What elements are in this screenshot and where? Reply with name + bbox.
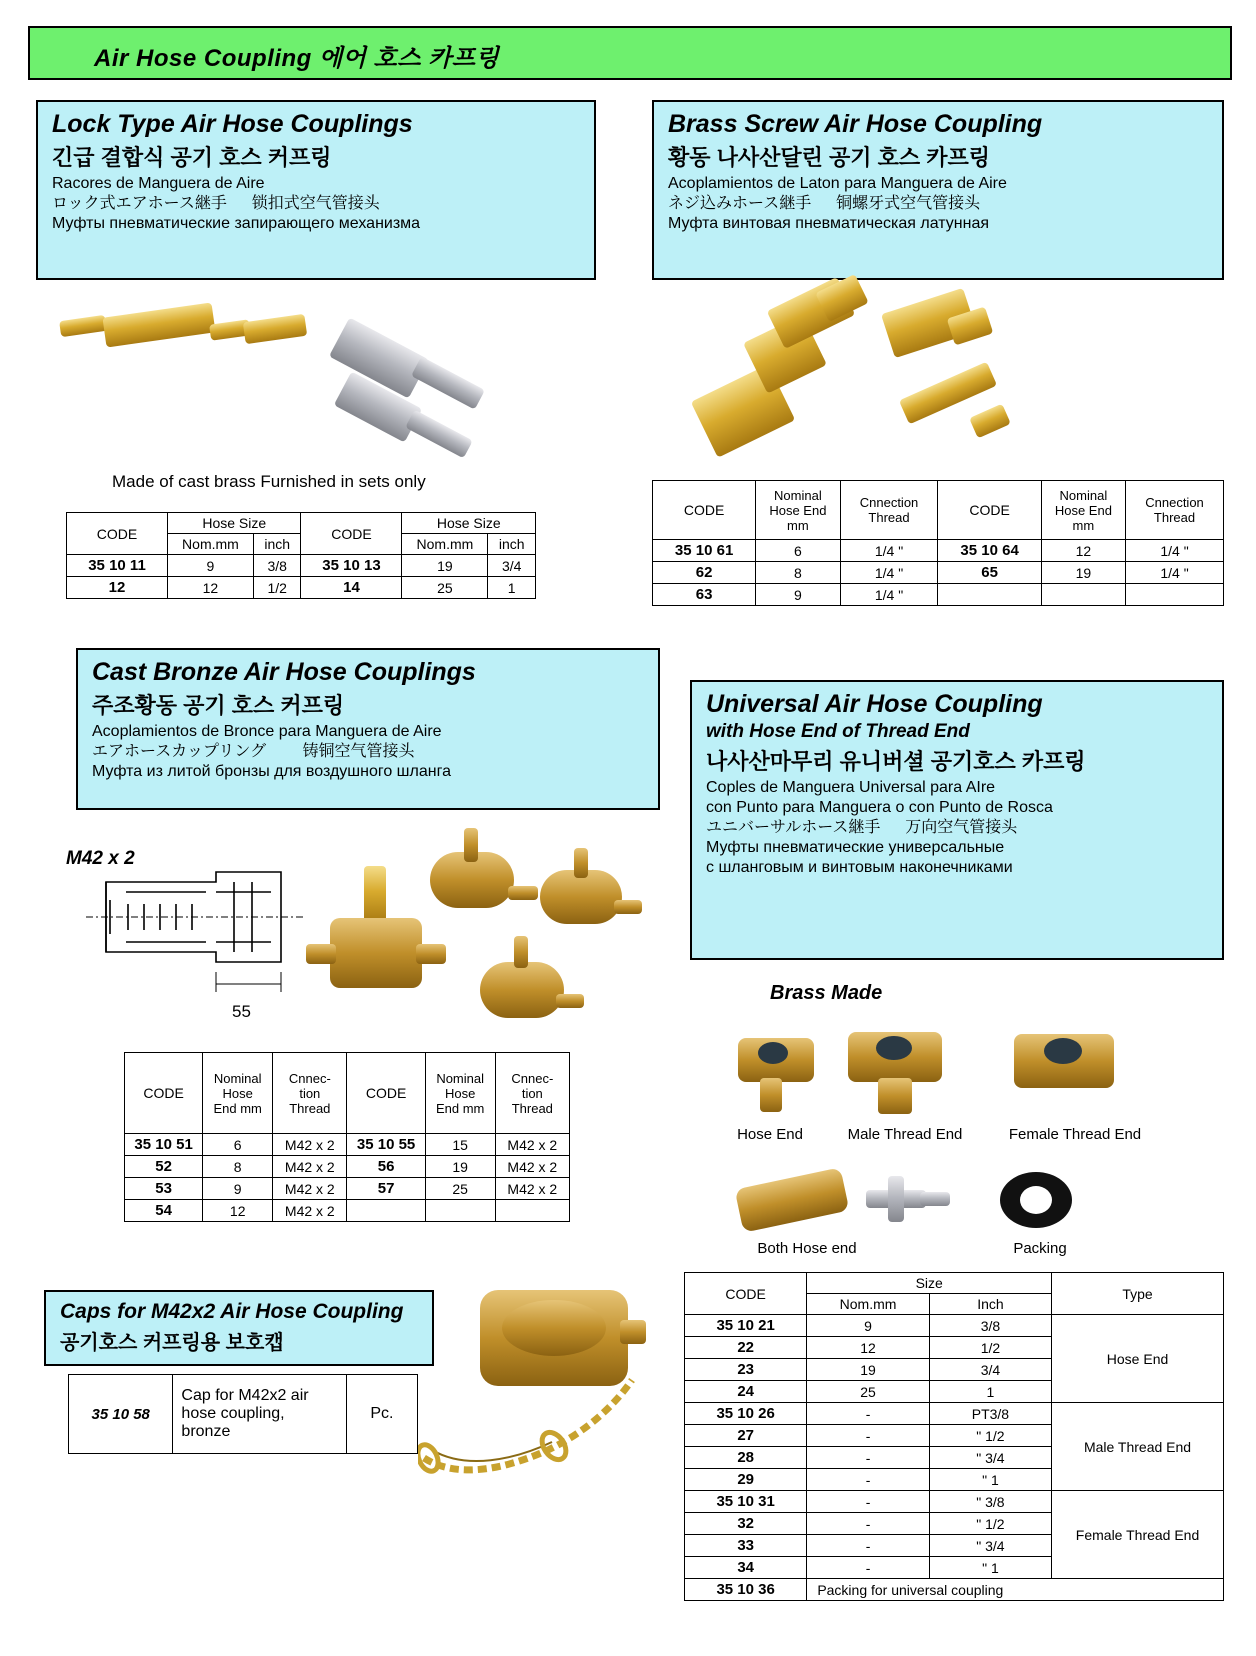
cap-lug	[620, 1320, 646, 1344]
cell-nom: 12	[1041, 540, 1125, 562]
th-inch-2: inch	[488, 534, 536, 555]
cell-nom: 9	[807, 1315, 929, 1337]
cell-nom	[1041, 584, 1125, 606]
cell-code: 34	[685, 1557, 807, 1579]
cell-code: 22	[685, 1337, 807, 1359]
cell-nom: 8	[203, 1156, 273, 1178]
cell-code: 35 10 58	[69, 1375, 173, 1454]
universal-russian-1: Муфты пневматические универсальные	[706, 839, 1005, 856]
universal-brass-made-label: Brass Made	[770, 982, 883, 1004]
cell-nom: -	[807, 1491, 929, 1513]
cell-inch: 3/8	[929, 1315, 1051, 1337]
cell-thread: M42 x 2	[273, 1134, 347, 1156]
cell-thread: M42 x 2	[273, 1156, 347, 1178]
caps-title: Caps for M42x2 Air Hose Coupling	[60, 1300, 404, 1323]
cell-inch: " 1	[929, 1469, 1051, 1491]
cell-thread: M42 x 2	[495, 1178, 569, 1200]
table-row	[125, 1200, 570, 1222]
bronze-lug-c	[556, 994, 584, 1008]
table-row	[67, 555, 536, 577]
cell-nom: 12	[168, 577, 254, 599]
th-thread: Cnnection Thread	[840, 481, 938, 540]
cell-inch: 1	[929, 1381, 1051, 1403]
cell-nom: -	[807, 1447, 929, 1469]
claw-seal-female	[1044, 1038, 1082, 1064]
th-inch: inch	[253, 534, 301, 555]
label-both-hose-end: Both Hose end	[757, 1240, 857, 1257]
cell-code: 35 10 36	[685, 1579, 807, 1601]
cell-nom: -	[807, 1513, 929, 1535]
cell-nom: 12	[807, 1337, 929, 1359]
cell-code: 35 10 64	[938, 540, 1041, 562]
cell-nom: -	[807, 1535, 929, 1557]
cell-code: 35 10 21	[685, 1315, 807, 1337]
th-size: Size	[807, 1273, 1052, 1294]
cell-code: 28	[685, 1447, 807, 1469]
table-row	[653, 584, 1224, 606]
th-nominal-2: Nominal Hose End mm	[1041, 481, 1125, 540]
table-row	[653, 562, 1224, 584]
cast-bronze-line-drawing	[66, 852, 326, 1012]
cell-nom: 19	[807, 1359, 929, 1381]
brass-screw-jp-cn: ネジ込みホース継手 铜螺牙式空气管接头	[668, 195, 981, 212]
cell-code: 24	[685, 1381, 807, 1403]
cell-code: 54	[125, 1200, 203, 1222]
cell-code: 35 10 13	[301, 555, 402, 577]
cell-inch: 1	[488, 577, 536, 599]
bronze-stem-c	[514, 936, 528, 968]
claw-male-thread	[878, 1078, 912, 1114]
cell-nom: -	[807, 1557, 929, 1579]
bronze-coupling-c	[480, 962, 564, 1018]
cell-nom: -	[807, 1403, 929, 1425]
cell-code: 52	[125, 1156, 203, 1178]
cell-description: Cap for M42x2 air hose coupling, bronze	[173, 1375, 346, 1454]
cast-bronze-drawing-label: M42 x 2	[66, 848, 135, 869]
steel-barb-a	[411, 356, 485, 409]
cell-thread: M42 x 2	[495, 1134, 569, 1156]
cell-nom: 15	[425, 1134, 495, 1156]
bronze-barb-big	[364, 866, 386, 922]
cell-code: 33	[685, 1535, 807, 1557]
cell-inch: 3/4	[488, 555, 536, 577]
cell-inch: " 1	[929, 1557, 1051, 1579]
th-nom-2: Nom.mm	[402, 534, 488, 555]
cell-nom: 19	[402, 555, 488, 577]
table-row	[125, 1134, 570, 1156]
lock-type-korean: 긴급 결합식 공기 호스 커프링	[52, 145, 332, 170]
cell-nom: -	[807, 1469, 929, 1491]
th-thread: Cnnec- tion Thread	[273, 1053, 347, 1134]
cell-nom: 12	[203, 1200, 273, 1222]
caps-caption-box	[44, 1290, 434, 1366]
bronze-lug-right	[416, 944, 446, 964]
cell-thread: M42 x 2	[273, 1178, 347, 1200]
cell-thread: 1/4 "	[840, 584, 938, 606]
steel-barb-b	[405, 410, 473, 459]
cell-nom: 6	[756, 540, 840, 562]
brass-screw-table	[652, 480, 1224, 606]
cell-nom: 19	[425, 1156, 495, 1178]
bronze-body-big	[330, 918, 422, 988]
cell-code: 35 10 26	[685, 1403, 807, 1425]
th-code: CODE	[67, 513, 168, 555]
cell-inch: " 1/2	[929, 1425, 1051, 1447]
th-nom: Nom.mm	[807, 1294, 929, 1315]
claw-hose-barb	[760, 1078, 782, 1112]
cell-code: 53	[125, 1178, 203, 1200]
universal-jp-cn: ユニバーサルホース継手 万向空气管接头	[706, 819, 1018, 836]
lock-type-jp-cn: ロック式エアホース継手 锁扣式空气管接头	[52, 195, 380, 212]
brass-screw-korean: 황동 나사산달린 공기 호스 카프링	[668, 145, 990, 170]
cell-nom: 8	[756, 562, 840, 584]
cell-code: 62	[653, 562, 756, 584]
cast-bronze-caption-box	[76, 648, 660, 810]
universal-spanish-2: con Punto para Manguera o con Punto de Rosca	[706, 799, 1053, 816]
cell-code: 14	[301, 577, 402, 599]
table-row	[125, 1178, 570, 1200]
cell-type: Male Thread End	[1052, 1403, 1224, 1491]
cell-inch: 3/8	[253, 555, 301, 577]
brass-screw-caption-box	[652, 100, 1224, 280]
cell-code	[938, 584, 1041, 606]
caps-table	[68, 1374, 418, 1454]
cell-thread: 1/4 "	[1126, 540, 1224, 562]
th-hose-size: Hose Size	[168, 513, 301, 534]
bronze-lug-a	[508, 886, 538, 900]
bronze-coupling-b	[540, 870, 622, 924]
lock-type-russian: Муфты пневматические запирающего механизма	[52, 215, 421, 232]
lock-type-title: Lock Type Air Hose Couplings	[52, 110, 413, 138]
cell-code: 35 10 61	[653, 540, 756, 562]
cell-thread: M42 x 2	[495, 1156, 569, 1178]
steel-nipple-flange	[888, 1176, 904, 1222]
claw-seal-male	[876, 1036, 912, 1060]
lock-type-spanish: Racores de Manguera de Aire	[52, 175, 265, 192]
cell-code	[347, 1200, 425, 1222]
th-nominal-2: Nominal Hose End mm	[425, 1053, 495, 1134]
cell-unit: Pc.	[346, 1375, 417, 1454]
cell-code: 32	[685, 1513, 807, 1535]
table-row	[653, 540, 1224, 562]
lock-type-table	[66, 512, 536, 599]
label-hose-end: Hose End	[737, 1126, 803, 1143]
cell-thread	[1126, 584, 1224, 606]
brass-barb-a	[59, 315, 107, 337]
bronze-stem-b	[574, 848, 588, 878]
brass-screw-spanish: Acoplamientos de Laton para Manguera de Aire	[668, 175, 1007, 192]
cell-code: 12	[67, 577, 168, 599]
cell-code: 63	[653, 584, 756, 606]
th-nominal: Nominal Hose End mm	[756, 481, 840, 540]
cell-inch: " 3/8	[929, 1491, 1051, 1513]
th-code: CODE	[125, 1053, 203, 1134]
th-code-2: CODE	[347, 1053, 425, 1134]
caps-korean: 공기호스 커프링용 보호캡	[60, 1332, 284, 1354]
claw-seal-hose	[758, 1042, 788, 1064]
th-code-2: CODE	[301, 513, 402, 555]
table-row	[685, 1403, 1224, 1425]
brass-screw-russian: Муфта винтовая пневматическая латунная	[668, 215, 990, 232]
brass-body-a	[102, 302, 215, 347]
cell-inch: " 1/2	[929, 1513, 1051, 1535]
lock-type-caption-box	[36, 100, 596, 280]
th-nominal: Nominal Hose End mm	[203, 1053, 273, 1134]
table-row	[69, 1375, 418, 1454]
table-row	[67, 577, 536, 599]
cell-code: 65	[938, 562, 1041, 584]
cell-code: 57	[347, 1178, 425, 1200]
cap-chain	[418, 1370, 658, 1480]
cell-nom: 19	[1041, 562, 1125, 584]
packing-ring-inner	[1020, 1186, 1052, 1214]
universal-subtitle: with Hose End of Thread End	[706, 721, 970, 742]
th-inch: Inch	[929, 1294, 1051, 1315]
cell-thread: M42 x 2	[273, 1200, 347, 1222]
bronze-stem-a	[464, 828, 478, 862]
cell-inch: " 3/4	[929, 1535, 1051, 1557]
label-packing: Packing	[1013, 1240, 1067, 1257]
cast-bronze-drawing-dim: 55	[232, 1002, 251, 1021]
cell-type: Female Thread End	[1052, 1491, 1224, 1579]
cell-inch: 3/4	[929, 1359, 1051, 1381]
cell-nom: 9	[756, 584, 840, 606]
bronze-lug-b	[614, 900, 642, 914]
th-nom: Nom.mm	[168, 534, 254, 555]
page-header	[28, 26, 1232, 80]
cell-inch: 1/2	[929, 1337, 1051, 1359]
cell-code: 23	[685, 1359, 807, 1381]
universal-spanish-1: Coples de Manguera Universal para AIre	[706, 779, 996, 796]
table-row	[685, 1315, 1224, 1337]
th-code: CODE	[653, 481, 756, 540]
cast-bronze-title: Cast Bronze Air Hose Couplings	[92, 658, 476, 686]
th-type: Type	[1052, 1273, 1224, 1315]
cell-nom: 6	[203, 1134, 273, 1156]
table-row	[685, 1491, 1224, 1513]
cap-face	[502, 1300, 606, 1356]
cell-nom: 9	[203, 1178, 273, 1200]
cell-code: 27	[685, 1425, 807, 1447]
cast-bronze-jp-cn: エアホースカップリング 铸铜空气管接头	[92, 743, 415, 760]
table-row	[125, 1156, 570, 1178]
universal-title: Universal Air Hose Coupling	[706, 690, 1043, 718]
cell-code: 35 10 55	[347, 1134, 425, 1156]
th-code-2: CODE	[938, 481, 1041, 540]
cell-thread: 1/4 "	[840, 540, 938, 562]
steel-nipple-tip	[920, 1192, 950, 1206]
lock-type-note: Made of cast brass Furnished in sets only	[112, 472, 426, 491]
universal-caption-box	[690, 680, 1224, 960]
th-hose-size-2: Hose Size	[402, 513, 536, 534]
cell-nom	[425, 1200, 495, 1222]
brass-screw-title: Brass Screw Air Hose Coupling	[668, 110, 1043, 138]
cell-inch: 1/2	[253, 577, 301, 599]
brass-male-barb	[969, 404, 1011, 439]
universal-table	[684, 1272, 1224, 1601]
cell-inch: " 3/4	[929, 1447, 1051, 1469]
th-code: CODE	[685, 1273, 807, 1315]
cell-nom: -	[807, 1425, 929, 1447]
cell-thread	[495, 1200, 569, 1222]
cast-bronze-spanish: Acoplamientos de Bronce para Manguera de Aire	[92, 723, 442, 740]
label-male-thread-end: Male Thread End	[847, 1126, 963, 1143]
cast-bronze-korean: 주조황동 공기 호스 커프링	[92, 693, 345, 718]
cell-nom: 25	[425, 1178, 495, 1200]
page-title: Air Hose Coupling 에어 호스 카프링	[94, 45, 500, 72]
th-thread-2: Cnnection Thread	[1126, 481, 1224, 540]
cell-nom: 25	[402, 577, 488, 599]
universal-korean: 나사산마무리 유니버셜 공기호스 카프링	[706, 749, 1086, 774]
cell-type: Hose End	[1052, 1315, 1224, 1403]
label-female-thread-end: Female Thread End	[1008, 1126, 1142, 1143]
th-thread-2: Cnnec- tion Thread	[495, 1053, 569, 1134]
universal-russian-2: с шланговым и винтовым наконечниками	[706, 859, 1013, 876]
cell-code: 35 10 51	[125, 1134, 203, 1156]
cell-code: 35 10 31	[685, 1491, 807, 1513]
both-hose-end-body	[735, 1167, 850, 1232]
cell-code: 56	[347, 1156, 425, 1178]
cell-footer-text: Packing for universal coupling	[807, 1579, 1224, 1601]
cell-inch: PT3/8	[929, 1403, 1051, 1425]
cast-bronze-russian: Муфта из литой бронзы для воздушного шланга	[92, 763, 451, 780]
cell-code: 35 10 11	[67, 555, 168, 577]
brass-barb-b	[243, 314, 307, 344]
cell-thread: 1/4 "	[1126, 562, 1224, 584]
table-row	[685, 1579, 1224, 1601]
cast-bronze-table	[124, 1052, 570, 1222]
cell-code: 29	[685, 1469, 807, 1491]
bronze-lug-left	[306, 944, 336, 964]
cell-thread: 1/4 "	[840, 562, 938, 584]
cell-nom: 25	[807, 1381, 929, 1403]
cell-nom: 9	[168, 555, 254, 577]
